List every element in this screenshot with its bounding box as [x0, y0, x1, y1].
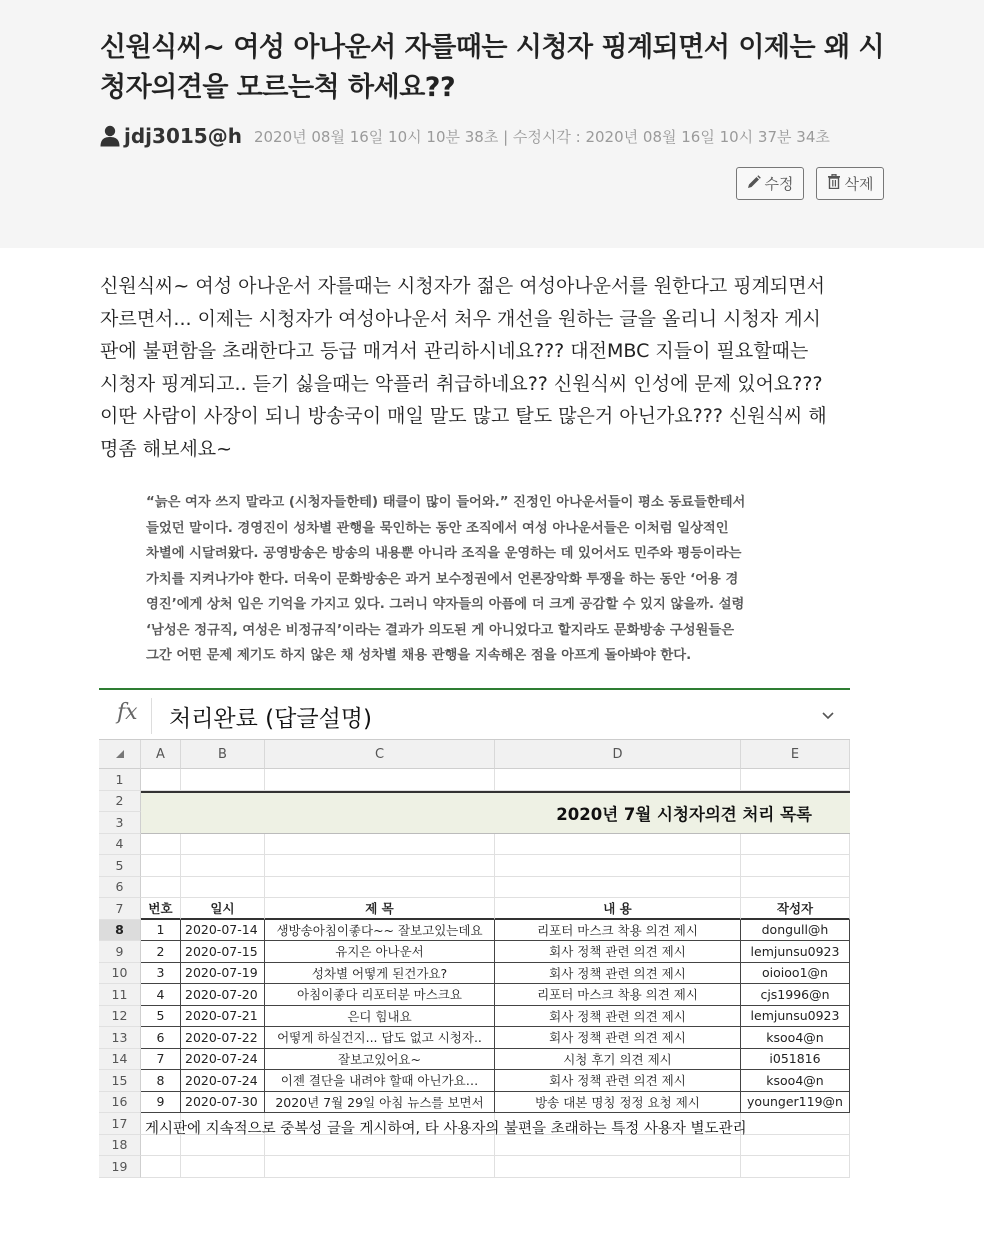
- quote-line: ‘남성은 정규직, 여성은 비정규직’이라는 결과가 의도된 게 아니었다고 할지라도 문화방송 구성원들은: [146, 622, 735, 638]
- post-header: [0, 0, 984, 248]
- table-cell[interactable]: 2020년 7월 29일 아침 뉴스를 보면서: [265, 1092, 495, 1114]
- row-header-17[interactable]: 17: [99, 1113, 141, 1135]
- table-cell[interactable]: 회사 정책 관련 의견 제시: [495, 941, 741, 963]
- table-cell[interactable]: lemjunsu0923: [741, 1006, 850, 1028]
- quote-line: 영진’에게 상처 입은 기억을 가지고 있다. 그러니 약자들의 아픔에 더 크게 공감할 수 있지 않을까. 설령: [146, 597, 745, 612]
- table-cell[interactable]: 리포터 마스크 착용 의견 제시: [495, 920, 741, 942]
- empty-cell[interactable]: [141, 1156, 181, 1178]
- table-cell[interactable]: 회사 정책 관련 의견 제시: [495, 963, 741, 985]
- row-header-16[interactable]: 16: [99, 1092, 141, 1114]
- table-cell[interactable]: 3: [141, 963, 181, 985]
- column-header-b[interactable]: B: [181, 740, 265, 769]
- empty-cell[interactable]: [265, 1156, 495, 1178]
- table-header-cell[interactable]: 제 목: [265, 898, 495, 920]
- table-cell[interactable]: 이젠 결단을 내려야 할때 아닌가요…: [265, 1070, 495, 1092]
- empty-cell[interactable]: [265, 877, 495, 899]
- row-header-6[interactable]: 6: [99, 877, 141, 899]
- table-cell[interactable]: 1: [141, 920, 181, 942]
- empty-cell[interactable]: [141, 834, 181, 856]
- empty-cell[interactable]: [265, 834, 495, 856]
- row-header-3[interactable]: 3: [99, 812, 141, 834]
- fx-icon: fx: [117, 700, 138, 725]
- column-header-c[interactable]: C: [265, 740, 495, 769]
- chevron-down-icon: [822, 708, 834, 724]
- table-cell[interactable]: 6: [141, 1027, 181, 1049]
- table-cell[interactable]: 2: [141, 941, 181, 963]
- empty-cell[interactable]: [265, 855, 495, 877]
- empty-cell[interactable]: [495, 855, 741, 877]
- delete-button[interactable]: [816, 167, 884, 200]
- column-header-d[interactable]: D: [495, 740, 741, 769]
- empty-cell[interactable]: [181, 834, 265, 856]
- row-header-12[interactable]: 12: [99, 1006, 141, 1028]
- user-icon: [100, 125, 120, 147]
- column-header-e[interactable]: E: [741, 740, 850, 769]
- table-cell[interactable]: 잘보고있어요~: [265, 1049, 495, 1071]
- empty-cell[interactable]: [741, 834, 850, 856]
- table-cell[interactable]: 유지은 아나운서: [265, 941, 495, 963]
- trash-icon: [827, 174, 841, 193]
- table-cell[interactable]: 2020-07-20: [181, 984, 265, 1006]
- table-cell[interactable]: 2020-07-19: [181, 963, 265, 985]
- formula-divider: [151, 698, 152, 734]
- formula-value: 처리완료 (답글설명): [169, 706, 373, 732]
- table-header-cell[interactable]: 일시: [181, 898, 265, 920]
- author-name[interactable]: jdj3015@h: [124, 124, 242, 148]
- empty-cell[interactable]: [495, 1156, 741, 1178]
- empty-cell[interactable]: [495, 769, 741, 791]
- table-cell[interactable]: oioioo1@n: [741, 963, 850, 985]
- post-title: 신원식씨~ 여성 아나운서 자를때는 시청자 핑계되면서 이제는 왜 시청자의견을 모르는척 하세요??: [100, 32, 885, 103]
- empty-cell[interactable]: [181, 769, 265, 791]
- row-header-11[interactable]: 11: [99, 984, 141, 1006]
- empty-cell[interactable]: [141, 855, 181, 877]
- table-cell[interactable]: 2020-07-22: [181, 1027, 265, 1049]
- table-cell[interactable]: 2020-07-15: [181, 941, 265, 963]
- row-header-15[interactable]: 15: [99, 1070, 141, 1092]
- table-cell[interactable]: 은디 힘내요: [265, 1006, 495, 1028]
- body-line: 판에 불편함을 초래한다고 등급 매겨서 관리하시네요??? 대전MBC 지들이 필요할때는: [100, 340, 809, 362]
- table-cell[interactable]: 4: [141, 984, 181, 1006]
- column-header-a[interactable]: A: [141, 740, 181, 769]
- empty-cell[interactable]: [265, 769, 495, 791]
- table-cell[interactable]: 회사 정책 관련 의견 제시: [495, 1070, 741, 1092]
- body-line: 이딴 사람이 사장이 되니 방송국이 매일 말도 많고 탈도 많은거 아닌가요??? 신원식씨 해: [100, 405, 827, 427]
- empty-cell[interactable]: [741, 1156, 850, 1178]
- table-cell[interactable]: 9: [141, 1092, 181, 1114]
- table-header-cell[interactable]: 내 용: [495, 898, 741, 920]
- body-line: 명좀 해보세요~: [100, 437, 233, 460]
- table-cell[interactable]: 2020-07-21: [181, 1006, 265, 1028]
- empty-cell[interactable]: [181, 855, 265, 877]
- table-cell[interactable]: lemjunsu0923: [741, 941, 850, 963]
- empty-cell[interactable]: [741, 1135, 850, 1157]
- table-cell[interactable]: 시청 후기 의견 제시: [495, 1049, 741, 1071]
- management-note: 게시판에 지속적으로 중복성 글을 게시하여, 타 사용자의 불편을 초래하는 특정 사용자 별도관리: [145, 1121, 747, 1137]
- table-cell[interactable]: 8: [141, 1070, 181, 1092]
- row-header-5[interactable]: 5: [99, 855, 141, 877]
- empty-cell[interactable]: [741, 877, 850, 899]
- quoted-article-image: [146, 490, 806, 669]
- pencil-icon: [747, 175, 761, 193]
- empty-cell[interactable]: [741, 1113, 850, 1135]
- quote-line: “늙은 여자 쓰지 말라고 (시청자들한테) 태클이 많이 들어와.” 진정인 아나운서들이 평소 동료들한테서: [146, 495, 746, 510]
- empty-cell[interactable]: [181, 877, 265, 899]
- row-header-19[interactable]: 19: [99, 1156, 141, 1178]
- body-line: 신원식씨~ 여성 아나운서 자를때는 시청자가 젊은 여성아나운서를 원한다고 핑계되면서: [100, 275, 825, 297]
- empty-cell[interactable]: [141, 769, 181, 791]
- select-all-corner[interactable]: [99, 740, 141, 769]
- row-header-7[interactable]: 7: [99, 898, 141, 920]
- row-header-13[interactable]: 13: [99, 1027, 141, 1049]
- edit-label: 수정: [764, 175, 794, 193]
- empty-cell[interactable]: [741, 855, 850, 877]
- table-cell[interactable]: ksoo4@n: [741, 1070, 850, 1092]
- body-line: 자르면서... 이제는 시청자가 여성아나운서 처우 개선을 원하는 글을 올리니 시청자 게시: [100, 307, 821, 330]
- row-header-18[interactable]: 18: [99, 1135, 141, 1157]
- post-meta: [100, 121, 830, 151]
- quote-line: 가치를 지켜나가야 한다. 더욱이 문화방송은 과거 보수정권에서 언론장악화 투쟁을 하는 동안 ‘어용 경: [146, 571, 739, 587]
- empty-cell[interactable]: [495, 834, 741, 856]
- empty-cell[interactable]: [741, 769, 850, 791]
- sheet-banner-title: 2020년 7월 시청자의견 처리 목록: [141, 791, 850, 834]
- table-cell[interactable]: 어떻게 하실건지... 답도 없고 시청자..: [265, 1027, 495, 1049]
- table-cell[interactable]: 성차별 어떻게 된건가요?: [265, 963, 495, 985]
- quote-line: 그간 어떤 문제 제기도 하지 않은 채 성차별 채용 관행을 지속해온 점을 아프게 돌아봐야 한다.: [146, 648, 692, 663]
- table-cell[interactable]: 아침이좋다 리포터분 마스크요: [265, 984, 495, 1006]
- post-body: [100, 270, 890, 465]
- empty-cell[interactable]: [181, 1156, 265, 1178]
- row-header-14[interactable]: 14: [99, 1049, 141, 1071]
- table-cell[interactable]: i051816: [741, 1049, 850, 1071]
- body-line: 시청자 핑계되고.. 듣기 싫을때는 악플러 취급하네요?? 신원식씨 인성에 문제 있어요???: [100, 372, 823, 395]
- quote-line: 차별에 시달려왔다. 공영방송은 방송의 내용뿐 아니라 조직을 운영하는 데 있어서도 민주와 평등이라는: [146, 546, 742, 561]
- table-cell[interactable]: 2020-07-24: [181, 1049, 265, 1071]
- table-cell[interactable]: 방송 대본 명칭 정정 요청 제시: [495, 1092, 741, 1114]
- table-cell[interactable]: ksoo4@n: [741, 1027, 850, 1049]
- table-header-cell[interactable]: 작성자: [741, 898, 850, 920]
- table-cell[interactable]: 2020-07-30: [181, 1092, 265, 1114]
- delete-label: 삭제: [844, 175, 874, 193]
- table-cell[interactable]: 2020-07-24: [181, 1070, 265, 1092]
- table-cell[interactable]: 리포터 마스크 착용 의견 제시: [495, 984, 741, 1006]
- row-header-4[interactable]: 4: [99, 834, 141, 856]
- post-timestamp: 2020년 08월 16일 10시 10분 38초 | 수정시각 : 2020년 08월 16일 10시 37분 34초: [253, 127, 830, 146]
- row-header-8[interactable]: 8: [99, 920, 141, 942]
- row-header-1[interactable]: 1: [99, 769, 141, 791]
- row-header-10[interactable]: 10: [99, 963, 141, 985]
- row-header-2[interactable]: 2: [99, 791, 141, 813]
- table-cell[interactable]: dongull@h: [741, 920, 850, 942]
- table-cell[interactable]: 회사 정책 관련 의견 제시: [495, 1027, 741, 1049]
- row-header-9[interactable]: 9: [99, 941, 141, 963]
- edit-button[interactable]: [736, 167, 804, 200]
- empty-cell[interactable]: [495, 877, 741, 899]
- table-cell[interactable]: cjs1996@n: [741, 984, 850, 1006]
- table-cell[interactable]: 회사 정책 관련 의견 제시: [495, 1006, 741, 1028]
- formula-bar: [99, 688, 850, 740]
- table-cell[interactable]: 2020-07-14: [181, 920, 265, 942]
- table-header-cell[interactable]: 번호: [141, 898, 181, 920]
- spreadsheet-screenshot: [99, 688, 850, 1183]
- table-cell[interactable]: 5: [141, 1006, 181, 1028]
- empty-cell[interactable]: [141, 877, 181, 899]
- table-cell[interactable]: 생방송아침이좋다~~ 잘보고있는데요: [265, 920, 495, 942]
- table-cell[interactable]: younger119@n: [741, 1092, 850, 1114]
- table-cell[interactable]: 7: [141, 1049, 181, 1071]
- quote-line: 들었던 말이다. 경영진이 성차별 관행을 묵인하는 동안 조직에서 여성 아나운서들은 이처럼 일상적인: [146, 520, 729, 536]
